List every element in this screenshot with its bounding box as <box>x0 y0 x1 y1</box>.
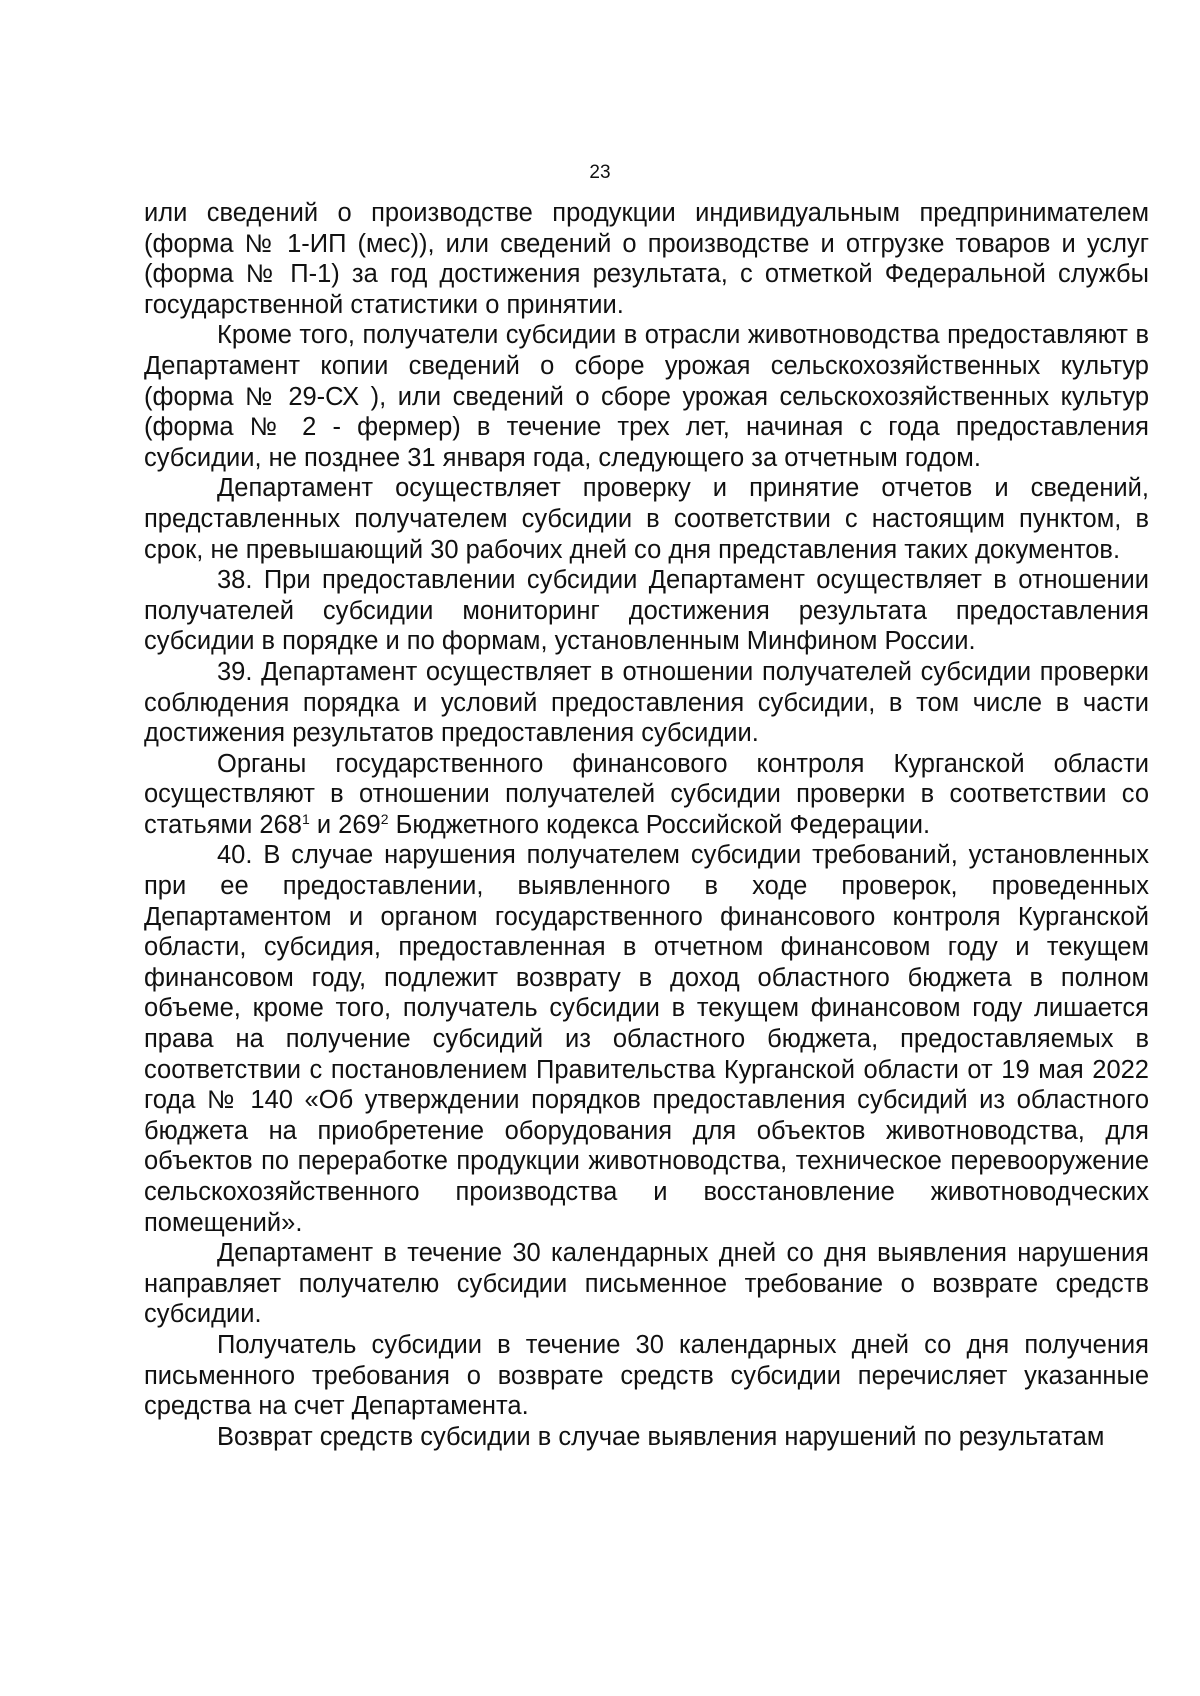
paragraph-statistics-forms: или сведений о производстве продукции индивидуальным предпринимателем (форма № 1-ИП (мес)), или сведений о производстве и отгрузке товаров и услуг (форма № П-1) за год достижения результата, с отметкой Федеральной службы государственной статистики о принятии. <box>144 199 1149 319</box>
paragraph-clause-39: 39. Департамент осуществляет в отношении получателей субсидии проверки соблюдения порядка и условий предоставления субсидии, в том числе в части достижения результатов предоставления субсидии. <box>144 657 1149 748</box>
financial-control-text-end: Бюджетного кодекса Российской Федерации. <box>388 810 931 839</box>
paragraph-harvest-reports: Кроме того, получатели субсидии в отрасли животноводства предоставляют в Департамент копии сведений о сборе урожая сельскохозяйственных культур (форма № 29-СХ ), или сведений о сборе урожая сельскохозяйственных культур (форма № 2 - фермер) в течение трех лет, начиная с года предоставления субсидии, не позднее 31 января года, следующего за отчетным годом. <box>144 321 1149 472</box>
financial-control-text-middle: и 269 <box>309 810 381 839</box>
page-number: 23 <box>589 162 611 183</box>
paragraph-financial-control <box>144 749 1149 841</box>
paragraph-refund-continuation: Возврат средств субсидии в случае выявления нарушений по результатам <box>217 1422 1105 1451</box>
paragraph-report-verification: Департамент осуществляет проверку и принятие отчетов и сведений, представленных получателем субсидии в соответствии с настоящим пунктом, в срок, не превышающий 30 рабочих дней со дня представления таких документов. <box>144 474 1149 564</box>
superscript-article-268: 1 <box>301 810 310 827</box>
paragraph-clause-40: 40. В случае нарушения получателем субсидии требований, установленных при ее предоставлении, выявленного в ходе проверок, проведенных Департаментом и органом государственного финансового контроля Курганской области, субсидия, предоставленная в отчетном финансовом году и текущем финансовом году, подлежит возврату в доход областного бюджета в полном объеме, кроме того, получатель субсидии в текущем финансовом году лишается права на получение субсидий из областного бюджета, предоставляемых в соответствии с постановлением Правительства Курганской области от 19 мая 2022 года № 140 «Об утверждении порядков предоставления субсидий из областного бюджета на приобретение оборудования для объектов животноводства, для объектов по переработке продукции животноводства, техническое перевооружение сельскохозяйственного производства и восстановление животноводческих помещений». <box>144 841 1149 1237</box>
paragraph-refund-transfer: Получатель субсидии в течение 30 календарных дней со дня получения письменного требования о возврате средств субсидии перечисляет указанные средства на счет Департамента. <box>144 1330 1149 1421</box>
paragraph-refund-demand: Департамент в течение 30 календарных дней со дня выявления нарушения направляет получателю субсидии письменное требование о возврате средств субсидии. <box>144 1239 1149 1329</box>
superscript-article-269: 2 <box>380 810 389 827</box>
financial-control-text-start: Органы государственного финансового контроля Курганской области осуществляют в отношении получателей субсидии проверки в соответствии со статьями 268 <box>144 749 1149 839</box>
paragraph-clause-38: 38. При предоставлении субсидии Департамент осуществляет в отношении получателей субсидии мониторинг достижения результата предоставления субсидии в порядке и по формам, установленным Минфином России. <box>144 566 1149 656</box>
document-body <box>144 198 1149 1452</box>
